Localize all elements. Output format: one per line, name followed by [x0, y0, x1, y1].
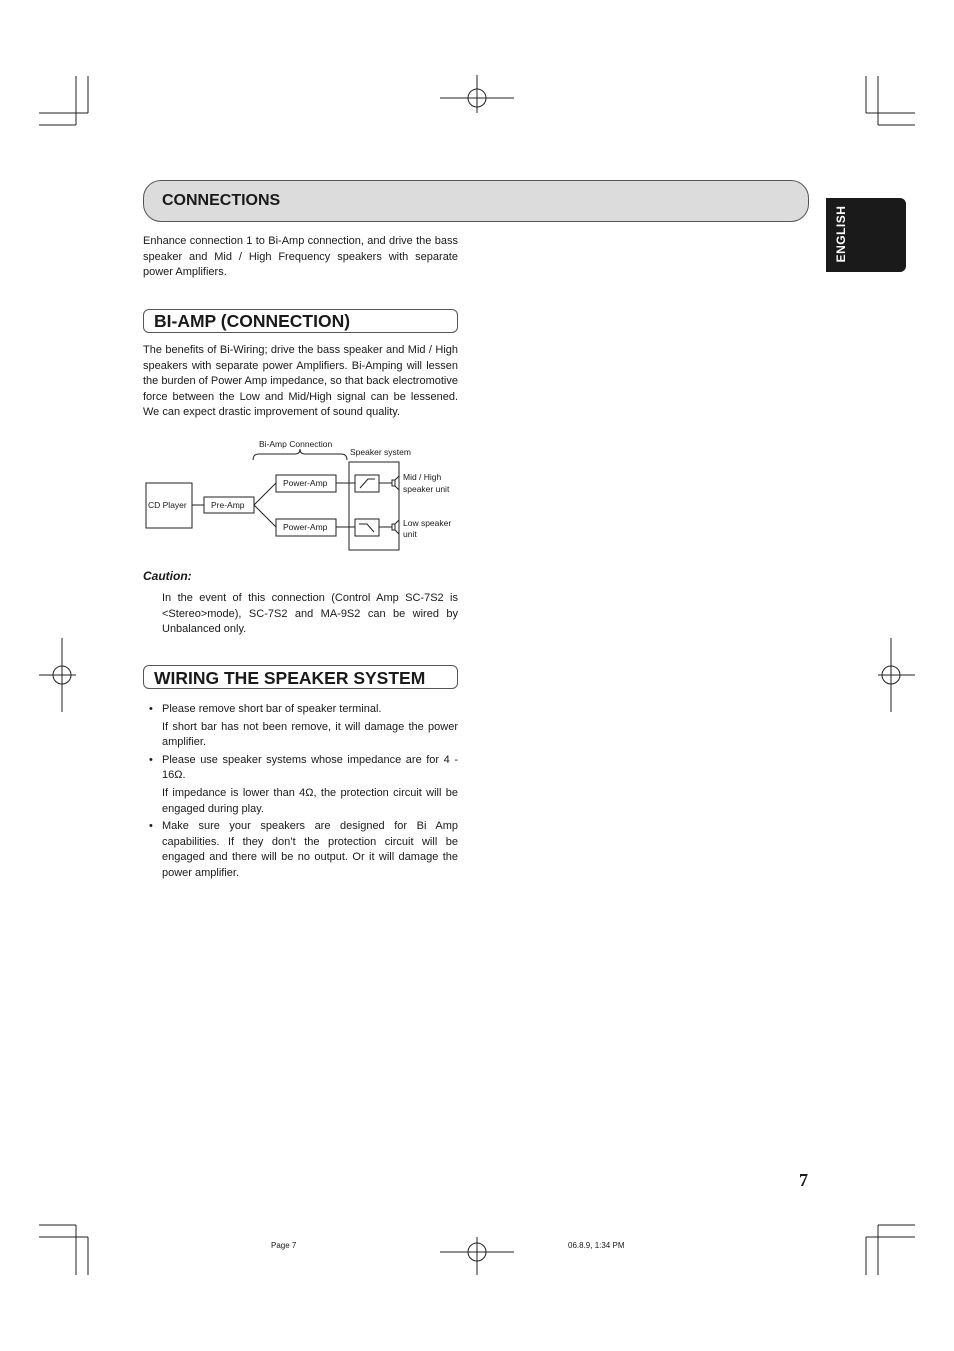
biamp-diagram	[140, 436, 470, 556]
low-speaker-label-2: unit	[403, 529, 417, 539]
caution-text: In the event of this connection (Control Amp SC-7S2 is <Stereo>mode), SC-7S2 and MA-9S2 can be wired by Unbalanced only.	[162, 592, 458, 636]
connections-intro: Enhance connection 1 to Bi-Amp connection, and drive the bass speaker and Mid / High Frequency speakers with separate power Amplifiers.	[143, 235, 458, 279]
caution-label: Caution:	[143, 569, 192, 583]
wiring-bullet-text: Please remove short bar of speaker terminal.	[162, 703, 382, 715]
wiring-bullet	[143, 819, 458, 881]
connections-heading: CONNECTIONS	[162, 192, 281, 209]
speaker-system-label: Speaker system	[350, 447, 411, 457]
bi-amp-brace	[253, 449, 347, 460]
low-pass-filter	[355, 519, 379, 536]
footer-timestamp: 06.8.9, 1:34 PM	[568, 1241, 625, 1250]
biamp-body: The benefits of Bi-Wiring; drive the bass speaker and Mid / High speakers with separate power Amplifiers. Bi-Amping will lessen the burden of Power Amp impedance, so that back electromotive force between the Low and Mid/High signal can be lessened. We can expect drastic improvement of sound quality.	[143, 344, 458, 419]
footer-page-label: Page 7	[271, 1241, 297, 1250]
mid-high-speaker-icon	[392, 480, 395, 486]
cd-player-label: CD Player	[148, 500, 187, 510]
mid-high-label-1: Mid / High	[403, 472, 442, 482]
pre-amp-label: Pre-Amp	[211, 500, 245, 510]
high-pass-filter	[355, 475, 379, 492]
wiring-bullet-note: If short bar has not been remove, it will damage the power amplifier.	[162, 720, 458, 749]
wiring-bullet-text: Make sure your speakers are designed for Bi Amp capabilities. If they don’t the protection circuit will be engaged and there will be no output. Or it will damage the power amplifier.	[162, 820, 458, 879]
low-speaker-label-1: Low speaker	[403, 518, 452, 528]
bullet-dot: •	[149, 820, 153, 833]
wiring-bullet	[143, 753, 458, 817]
wiring-heading: WIRING THE SPEAKER SYSTEM	[154, 668, 426, 688]
wiring-bullet	[143, 702, 458, 751]
bullet-dot: •	[149, 703, 153, 715]
wiring-bullet-note: If impedance is lower than 4Ω, the protection circuit will be engaged during play.	[162, 786, 458, 815]
language-tab-label: ENGLISH	[834, 205, 848, 263]
low-speaker-icon	[392, 524, 395, 530]
mid-high-label-2: speaker unit	[403, 484, 450, 494]
bi-amp-connection-label: Bi-Amp Connection	[259, 439, 333, 449]
bullet-dot: •	[149, 753, 153, 766]
power-amp-top-label: Power-Amp	[283, 478, 328, 488]
biamp-heading: BI-AMP (CONNECTION)	[154, 311, 351, 331]
wiring-list	[143, 702, 458, 884]
power-amp-bottom-label: Power-Amp	[283, 522, 328, 532]
wiring-bullet-text: Please use speaker systems whose impedance are for 4 - 16Ω.	[162, 753, 458, 782]
page-number: 7	[799, 1170, 808, 1190]
